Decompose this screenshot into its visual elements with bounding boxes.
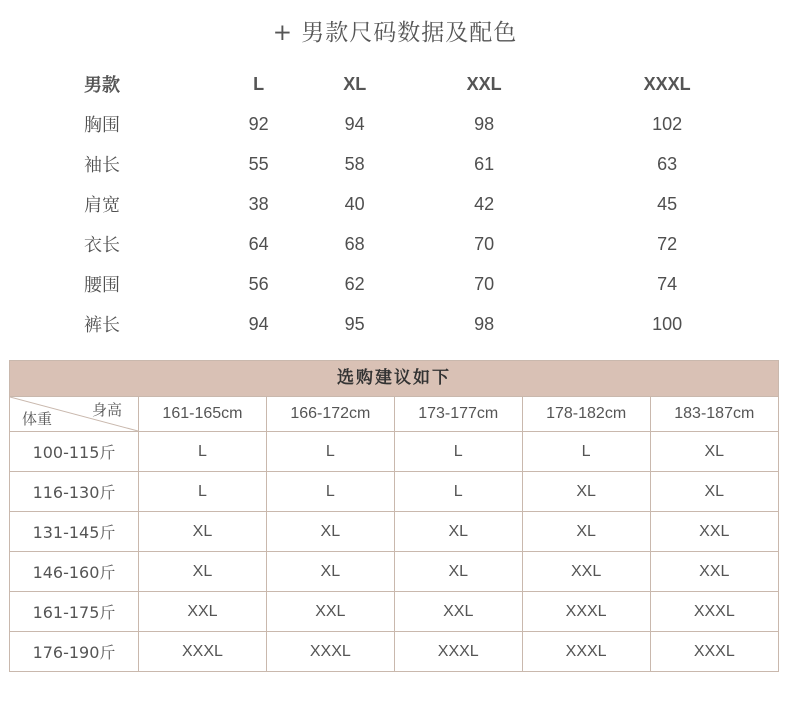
measurement-label: 胸围 (84, 115, 120, 136)
size-cell: XXXL (522, 592, 650, 632)
weight-label: 176-190斤 (10, 632, 139, 672)
size-cell: XL (266, 552, 394, 592)
size-cell: L (266, 472, 394, 512)
measurement-value: 58 (344, 153, 365, 174)
size-cell: XL (266, 512, 394, 552)
measurement-value: 98 (474, 313, 495, 334)
size-chart-header-row (52, 64, 772, 104)
page-title: + 男款尺码数据及配色 (272, 20, 518, 46)
measurement-value: 38 (248, 193, 269, 214)
size-chart-header-cell: L (253, 73, 265, 94)
measurement-value: 100 (652, 313, 683, 334)
measurement-label: 裤长 (84, 315, 120, 336)
table-row (10, 512, 778, 552)
measurement-value: 56 (248, 273, 269, 294)
weight-label: 131-145斤 (10, 512, 139, 552)
measurement-value: 98 (474, 113, 495, 134)
size-cell: XXL (650, 512, 778, 552)
size-cell: XL (139, 512, 267, 552)
measurement-label: 衣长 (84, 235, 120, 256)
measurement-value: 63 (657, 153, 678, 174)
height-axis-label: 身高 (91, 401, 122, 419)
size-cell: XL (650, 472, 778, 512)
measurement-value: 45 (657, 193, 678, 214)
size-cell: XL (394, 552, 522, 592)
height-header-cell: 166-172cm (266, 397, 394, 432)
size-cell: L (139, 472, 267, 512)
size-cell: XXL (522, 552, 650, 592)
table-row (10, 472, 778, 512)
recommendation-title: 选购建议如下 (10, 361, 778, 397)
size-cell: XXXL (266, 632, 394, 672)
measurement-label: 肩宽 (84, 195, 120, 216)
measurement-value: 40 (344, 193, 365, 214)
table-row (52, 104, 772, 144)
weight-label: 100-115斤 (10, 432, 139, 472)
size-cell: XL (394, 512, 522, 552)
table-row (52, 264, 772, 304)
measurement-value: 62 (344, 273, 365, 294)
measurement-value: 42 (474, 193, 495, 214)
table-row (10, 632, 778, 672)
size-chart-header-cell: 男款 (84, 75, 120, 96)
size-cell: L (394, 432, 522, 472)
size-cell: XXL (266, 592, 394, 632)
size-cell: XXXL (650, 592, 778, 632)
size-cell: XXXL (650, 632, 778, 672)
measurement-value: 64 (248, 233, 269, 254)
size-cell: XXL (139, 592, 267, 632)
height-header-cell: 178-182cm (522, 397, 650, 432)
measurement-value: 74 (657, 273, 678, 294)
height-header-cell: 173-177cm (394, 397, 522, 432)
size-cell: XXXL (139, 632, 267, 672)
size-cell: L (139, 432, 267, 472)
measurement-value: 68 (344, 233, 365, 254)
height-header-cell: 161-165cm (139, 397, 267, 432)
size-chart-header-cell: XXXL (643, 73, 691, 94)
weight-label: 146-160斤 (10, 552, 139, 592)
weight-axis-label: 体重 (22, 410, 53, 428)
size-cell: XXL (650, 552, 778, 592)
size-cell: XXXL (522, 632, 650, 672)
size-cell: L (394, 472, 522, 512)
size-cell: XL (522, 512, 650, 552)
size-cell: XL (650, 432, 778, 472)
measurement-value: 72 (657, 233, 678, 254)
recommendation-table (10, 397, 778, 671)
measurement-value: 70 (474, 273, 495, 294)
size-cell: XXXL (394, 632, 522, 672)
size-cell: L (522, 432, 650, 472)
size-cell: XL (139, 552, 267, 592)
measurement-value: 70 (474, 233, 495, 254)
size-chart-header-cell: XL (343, 73, 367, 94)
weight-label: 161-175斤 (10, 592, 139, 632)
measurement-value: 55 (248, 153, 269, 174)
measurement-value: 92 (248, 113, 269, 134)
table-row (52, 224, 772, 264)
measurement-value: 102 (652, 113, 683, 134)
table-row (52, 304, 772, 344)
measurement-value: 94 (344, 113, 365, 134)
height-header-cell: 183-187cm (650, 397, 778, 432)
measurement-value: 95 (344, 313, 365, 334)
table-row (52, 184, 772, 224)
table-row (10, 552, 778, 592)
measurement-label: 腰围 (84, 275, 120, 296)
measurement-value: 61 (474, 153, 495, 174)
size-chart-header-cell: XXL (466, 73, 502, 94)
size-cell: L (266, 432, 394, 472)
size-cell: XXL (394, 592, 522, 632)
weight-label: 116-130斤 (10, 472, 139, 512)
size-cell: XL (522, 472, 650, 512)
size-chart-table (52, 64, 772, 344)
table-row (10, 432, 778, 472)
table-row (52, 144, 772, 184)
recommendation-section (9, 360, 779, 672)
measurement-value: 94 (248, 313, 269, 334)
measurement-label: 袖长 (84, 155, 120, 176)
corner-cell (10, 397, 139, 432)
recommendation-header-row (10, 397, 778, 432)
table-row (10, 592, 778, 632)
